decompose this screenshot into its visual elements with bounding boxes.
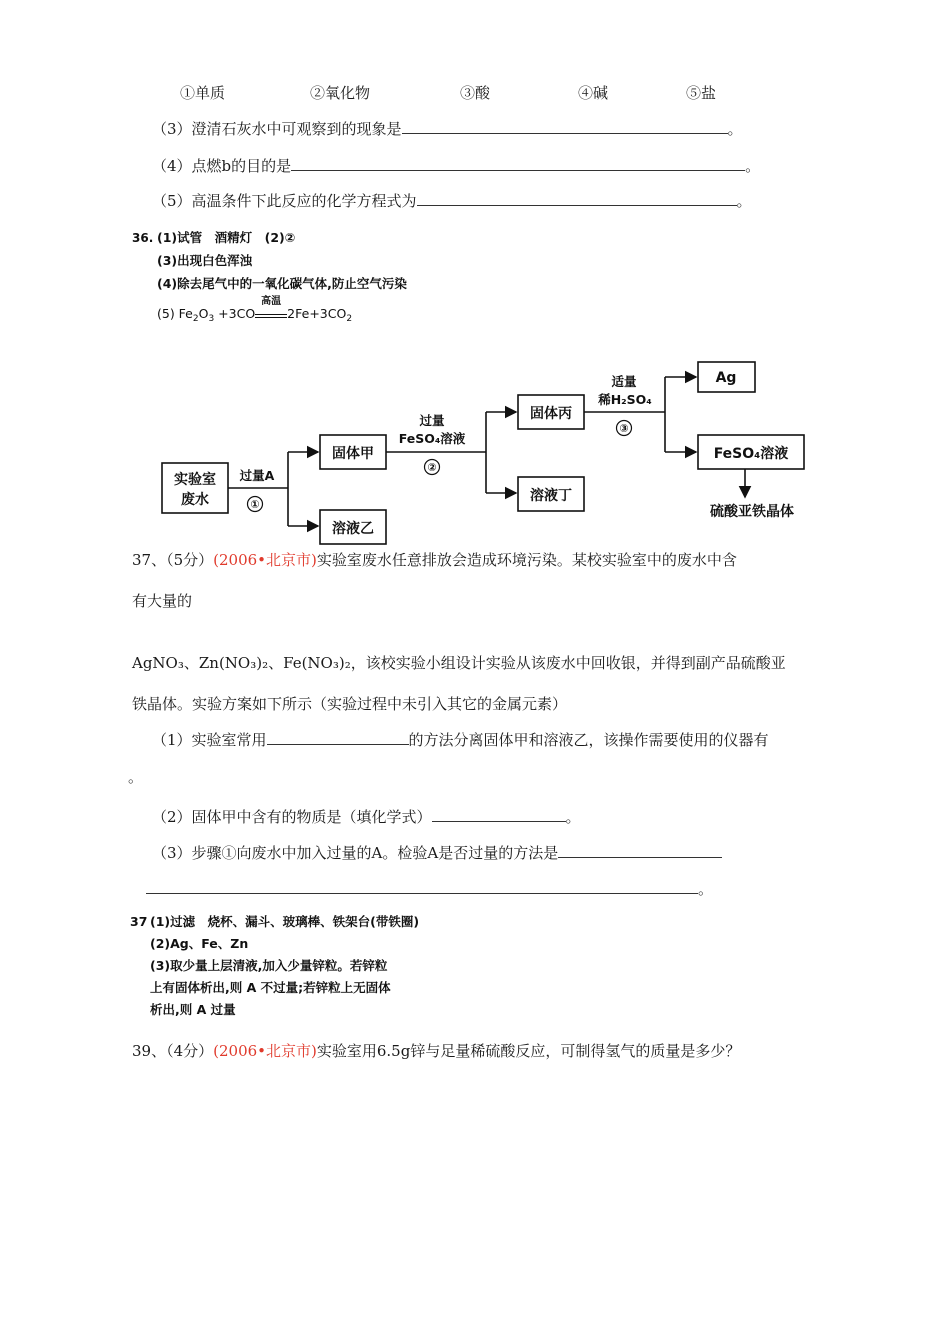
step3-label-2: 稀H₂SO₄ (598, 392, 652, 407)
q39-line: 39、（4分）(2006•北京市)实验室用6.5g锌与足量稀硫酸反应，可制得氢气的质量是多少？ (132, 1042, 741, 1060)
q35-item-4: （4）点燃b的目的是 。 (152, 157, 761, 175)
q39-source: (2006•北京市) (213, 1042, 317, 1060)
q35-option-3: ③酸 (460, 84, 491, 102)
answer-37-number: 37 (130, 914, 148, 929)
q37-line2: 有大量的 (132, 592, 193, 610)
q37-line4: 铁晶体。实验方案如下所示（实验过程中未引入其它的金属元素） (132, 695, 568, 713)
flowchart (0, 0, 950, 560)
box-lab-label-1: 实验室 (174, 472, 216, 488)
answer-37-line1: (1)过滤 烧杯、漏斗、玻璃棒、铁架台(带铁圈) (150, 914, 420, 929)
q35-item-5: （5）高温条件下此反应的化学方程式为 。 (152, 192, 752, 210)
step2-number: ② (427, 461, 437, 474)
step1-number: ① (250, 498, 260, 511)
answer-37-line3: (3)取少量上层清液,加入少量锌粒。若锌粒 (150, 958, 388, 973)
answer-36-line2: (3)出现白色浑浊 (157, 253, 253, 268)
box-ag-label: Ag (715, 370, 737, 386)
answer-37-line2: (2)Ag、Fe、Zn (150, 936, 249, 951)
q37-item-1-end: 。 (128, 768, 144, 786)
box-bing-label: 固体丙 (530, 406, 572, 422)
answer-blank[interactable] (558, 842, 722, 858)
box-jia-label: 固体甲 (332, 446, 374, 462)
box-yi-label: 溶液乙 (332, 521, 374, 537)
q37-line1: 37、（5分）(2006•北京市)实验室废水任意排放会造成环境污染。某校实验室中的废水中含 (132, 551, 737, 569)
answer-36-number: 36. (132, 231, 154, 245)
q37-item-1: （1）实验室常用 的方法分离固体甲和溶液乙，该操作需要使用的仪器有 (152, 731, 769, 749)
answer-37-line5: 析出,则 A 过量 (150, 1002, 236, 1017)
step1-label: 过量A (239, 468, 275, 483)
q37-source: (2006•北京市) (213, 551, 317, 569)
step3-label-1: 适量 (611, 374, 637, 389)
answer-36-line1: (1)试管 酒精灯 (2)② (157, 230, 296, 245)
answer-blank[interactable] (146, 878, 698, 894)
answer-blank[interactable] (432, 806, 566, 822)
q37-item-3-cont: 。 (146, 878, 713, 900)
box-ding-label: 溶液丁 (530, 488, 572, 504)
reaction-condition: 高温 (255, 306, 287, 318)
box-feso4-label: FeSO₄溶液 (713, 446, 789, 462)
q35-option-2: ②氧化物 (310, 84, 371, 102)
q35-option-1: ①单质 (180, 84, 226, 102)
final-product-label: 硫酸亚铁晶体 (710, 504, 794, 520)
q35-item-3: （3）澄清石灰水中可观察到的现象是 。 (152, 120, 743, 138)
q37-item-2: （2）固体甲中含有的物质是（填化学式） 。 (152, 808, 581, 826)
q35-option-5: ⑤盐 (686, 84, 717, 102)
step2-label-1: 过量 (419, 413, 445, 428)
q37-line3: AgNO₃、Zn(NO₃)₂、Fe(NO₃)₂，该校实验小组设计实验从该废水中回收银，并得到副产品硫酸亚 (132, 654, 786, 672)
q35-option-4: ④碱 (578, 84, 609, 102)
answer-37-line4: 上有固体析出,则 A 不过量;若锌粒上无固体 (150, 980, 391, 995)
q37-item-3: （3）步骤①向废水中加入过量的A。检验A是否过量的方法是 (152, 842, 722, 864)
step2-label-2: FeSO₄溶液 (398, 431, 466, 446)
box-lab-label-2: 废水 (181, 492, 209, 508)
answer-36-line4: (5) $Fe_2O_3 +3CO$ 高温 $2Fe+3CO_2$ (157, 296, 353, 324)
answer-36-line3: (4)除去尾气中的一氧化碳气体,防止空气污染 (157, 276, 407, 291)
answer-blank[interactable] (267, 729, 409, 745)
step3-number: ③ (619, 422, 629, 435)
